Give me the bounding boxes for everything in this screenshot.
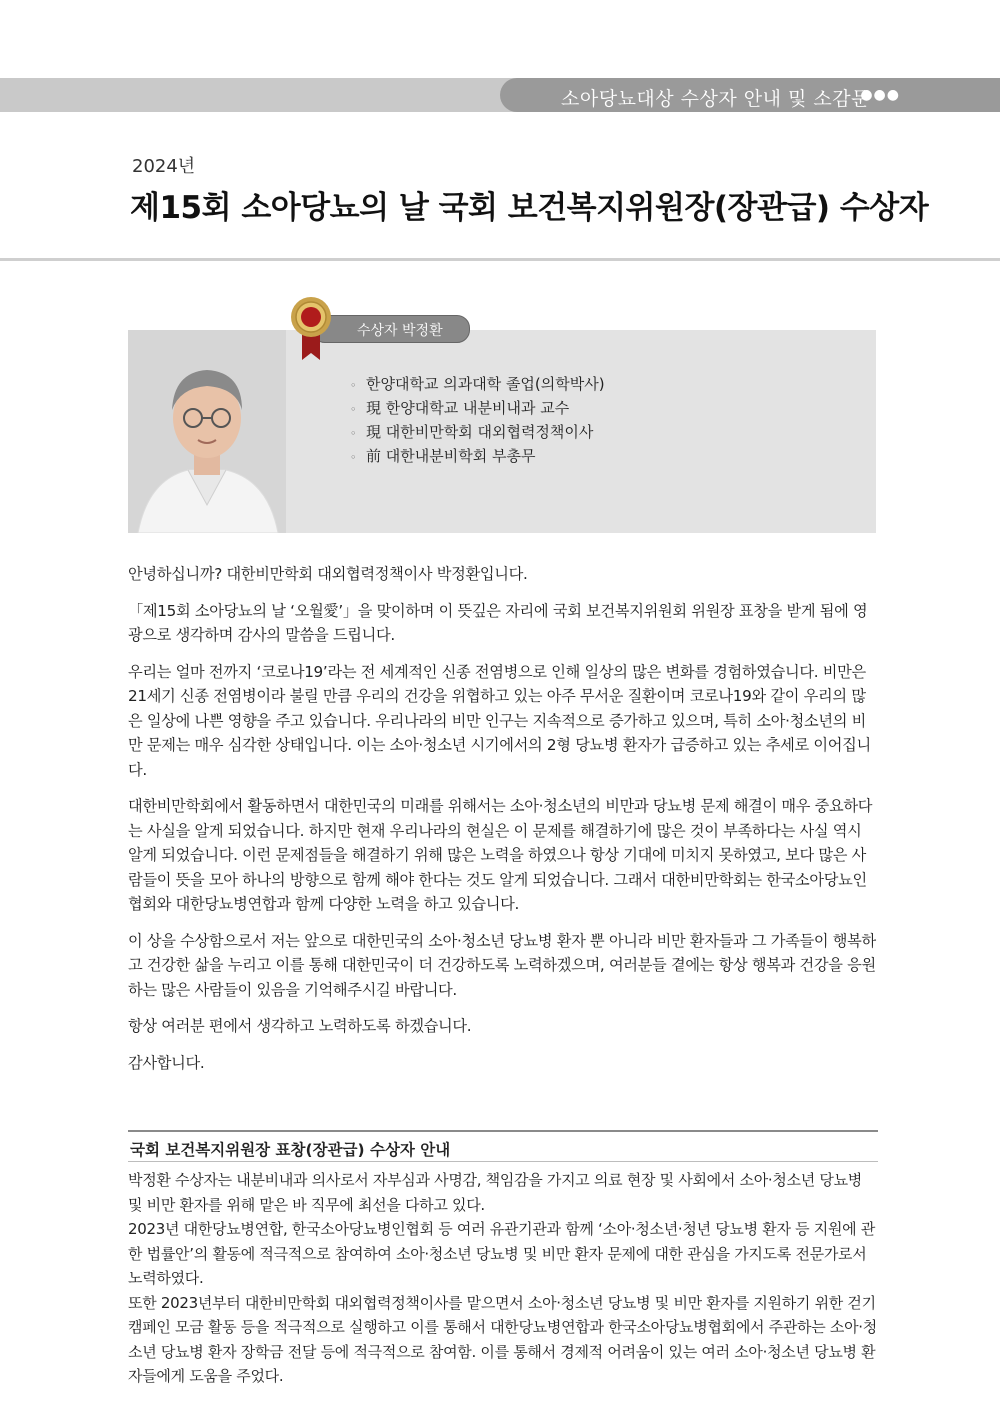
credential-item: ◦ 前 대한내분비학회 부총무 xyxy=(350,444,605,468)
bullet-icon: ◦ xyxy=(350,379,357,392)
title-divider xyxy=(0,258,1000,261)
acceptance-speech xyxy=(128,562,878,1087)
speech-paragraph: 우리는 얼마 전까지 ‘코로나19’라는 전 세계적인 신종 전염병으로 인해 일상의 많은 변화를 경험하였습니다. 비만은 21세기 신종 전염병이라 불릴 만큼 우리의 건강을 위협하고 있는 아주 무서운 질환이며 코로나19와 같이 우리의 많은 일상에 나쁜 영향을 주고 있습니다. 우리나라의 비만 인구는 지속적으로 증가하고 있으며, 특히 소아·청소년의 비만 문제는 매우 심각한 상태입니다. 이는 소아·청소년 시기에서의 2형 당뇨병 환자가 급증하고 있는 추세로 이어집니다. xyxy=(128,662,871,779)
speech-paragraph: 안녕하십니까? 대한비만학회 대외협력정책이사 박정환입니다. xyxy=(128,565,528,583)
credential-item: ◦ 現 한양대학교 내분비내과 교수 xyxy=(350,396,605,420)
awardee-name-label: 수상자 박정환 xyxy=(357,323,443,339)
year-label: 2024년 xyxy=(132,156,196,177)
credential-item: ◦ 現 대한비만학회 대외협력정책이사 xyxy=(350,420,605,444)
speech-paragraph: 항상 여러분 편에서 생각하고 노력하도록 하겠습니다. xyxy=(128,1017,472,1035)
info-paragraph: 박정환 수상자는 내분비내과 의사로서 자부심과 사명감, 책임감을 가지고 의료 현장 및 사회에서 소아·청소년 당뇨병 및 비만 환자를 위해 맡은 바 직무에 최선을 다하고 있다. xyxy=(128,1171,862,1214)
page-title: 제15회 소아당뇨의 날 국회 보건복지위원장(장관급) 수상자 xyxy=(130,190,929,226)
speech-paragraph: 「제15회 소아당뇨의 날 ‘오월愛’」을 맞이하며 이 뜻깊은 자리에 국회 보건복지위원회 위원장 표창을 받게 됨에 영광으로 생각하며 감사의 말씀을 드립니다. xyxy=(128,601,868,644)
bullet-icon: ◦ xyxy=(350,427,357,440)
portrait-image xyxy=(128,330,286,533)
bullet-icon: ◦ xyxy=(350,403,357,416)
section-title: 소아당뇨대상 수상자 안내 및 소감문 xyxy=(561,88,870,110)
info-section-title: 국회 보건복지위원장 표창(장관급) 수상자 안내 xyxy=(130,1141,451,1159)
speech-paragraph: 감사합니다. xyxy=(128,1053,205,1072)
awardee-name-badge xyxy=(312,315,470,343)
speech-paragraph: 이 상을 수상함으로서 저는 앞으로 대한민국의 소아·청소년 당뇨병 환자 뿐 아니라 비만 환자들과 그 가족들이 행복하고 건강한 삶을 누리고 이를 통해 대한민국이 더 건강하도록 노력하겠으며, 여러분들 곁에는 항상 행복과 건강을 응원하는 많은 사람들이 있음을 기억해주시길 바랍니다. xyxy=(128,931,876,999)
section-header-bar xyxy=(0,78,1000,112)
awardee-photo xyxy=(128,330,286,533)
medal-icon xyxy=(290,296,332,362)
header-dots-icon: ●●● xyxy=(860,87,900,103)
speech-paragraph: 대한비만학회에서 활동하면서 대한민국의 미래를 위해서는 소아·청소년의 비만과 당뇨병 문제 해결이 매우 중요하다는 사실을 알게 되었습니다. 하지만 현재 우리나라의 현실은 이 문제를 해결하기에 많은 것이 부족하다는 사실 역시 알게 되었습니다. 이런 문제점들을 해결하기 위해 많은 노력을 하였으나 항상 기대에 미치지 못하였고, 보다 많은 사람들이 뜻을 모아 하나의 방향으로 함께 해야 한다는 것도 알게 되었습니다. 그래서 대한비만학회는 한국소아당뇨인협회와 대한당뇨병연합과 함께 다양한 노력을 하고 있습니다. xyxy=(128,797,873,913)
info-paragraph: 2023년 대한당뇨병연합, 한국소아당뇨병인협회 등 여러 유관기관과 함께 ‘소아·청소년·청년 당뇨병 환자 등 지원에 관한 법률안’의 활동에 적극적으로 참여하여 소아·청소년 당뇨병 및 비만 환자 문제에 대한 관심을 가지도록 전문가로서 노력하였다. xyxy=(128,1220,876,1287)
info-title-rule xyxy=(128,1161,878,1162)
credential-item: ◦ 한양대학교 의과대학 졸업(의학박사) xyxy=(350,372,605,396)
info-section-body xyxy=(128,1168,878,1389)
bullet-icon: ◦ xyxy=(350,451,357,464)
info-top-rule xyxy=(128,1130,878,1132)
info-paragraph: 또한 2023년부터 대한비만학회 대외협력정책이사를 맡으면서 소아·청소년 당뇨병 및 비만 환자를 지원하기 위한 걷기 캠페인 모금 활동 등을 적극적으로 실행하고 이를 통해서 대한당뇨병연합과 한국소아당뇨병협회에서 주관하는 소아·청소년 당뇨병 환자 장학금 전달 등에 적극적으로 참여함. 이를 통해서 경제적 어려움이 있는 여러 소아·청소년 당뇨병 환자들에게 도움을 주었다. xyxy=(128,1293,877,1385)
credential-list xyxy=(350,372,605,468)
